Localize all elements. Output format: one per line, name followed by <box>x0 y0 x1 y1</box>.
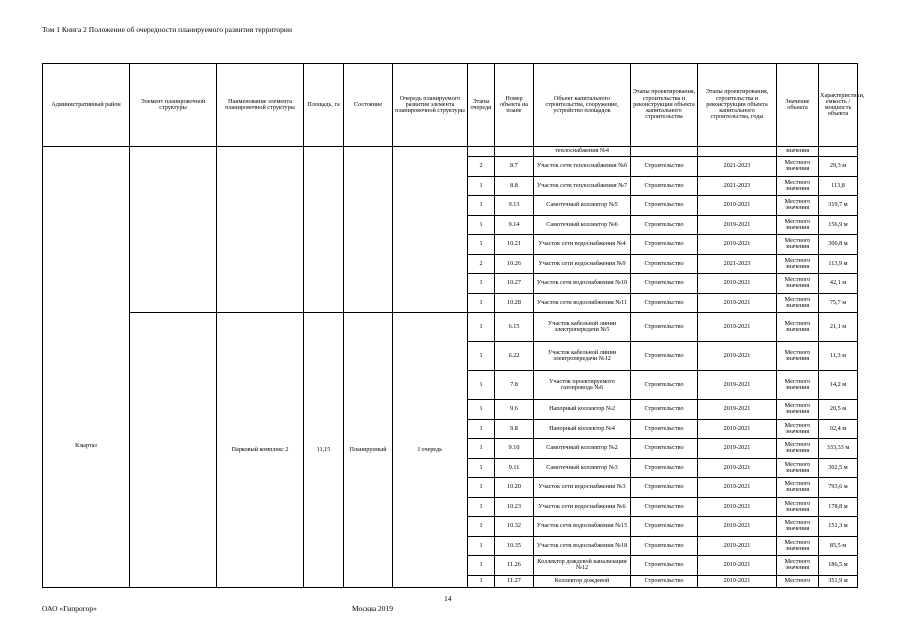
significance-cell: Местного значения <box>777 157 819 177</box>
column-header: Элемент планировочной структуры <box>130 64 217 147</box>
column-header: Этапы очереди <box>468 64 495 147</box>
stage-cell: 1 <box>468 419 495 439</box>
footer-city: Москва 2019 <box>352 604 394 613</box>
capacity-cell: 11,3 м <box>819 342 858 371</box>
significance-cell: Местного значения <box>777 274 819 294</box>
capacity-cell: 113,9 м <box>819 254 858 274</box>
years-cell: 2019-2021 <box>698 313 777 342</box>
object-name-cell: Участок сети теплоснабжения №6 <box>534 157 631 177</box>
phase-cell: Строительство <box>631 400 698 420</box>
capacity-cell: 351,9 м <box>819 575 858 587</box>
stage-cell: 2 <box>468 157 495 177</box>
object-number-cell: 6.15 <box>495 313 534 342</box>
significance-cell: Местного значения <box>777 293 819 313</box>
years-cell: 2021-2023 <box>698 157 777 177</box>
years-cell: 2019-2021 <box>698 371 777 400</box>
significance-cell: Местного значения <box>777 517 819 537</box>
district-cell <box>43 147 130 588</box>
capacity-cell: 85,5 м <box>819 536 858 556</box>
phase-cell: Строительство <box>631 556 698 576</box>
years-cell: 2019-2021 <box>698 575 777 587</box>
significance-cell: Местного значения <box>777 215 819 235</box>
object-number-cell: 9.8 <box>495 419 534 439</box>
phase-cell: Строительство <box>631 371 698 400</box>
object-number-cell: 9.14 <box>495 215 534 235</box>
phase-cell: Строительство <box>631 293 698 313</box>
element-cell <box>130 313 217 588</box>
object-name-cell: Участок сети водоснабжения №6 <box>534 497 631 517</box>
stage-cell: 1 <box>468 497 495 517</box>
object-name-cell: Коллектор дождевой <box>534 575 631 587</box>
stage-cell <box>468 147 495 157</box>
table-row <box>43 147 858 157</box>
phase-cell <box>631 147 698 157</box>
stage-cell: 1 <box>468 235 495 255</box>
object-name-cell: Напорный коллектор №4 <box>534 419 631 439</box>
significance-cell: Местного значения <box>777 342 819 371</box>
phase-cell: Строительство <box>631 235 698 255</box>
column-header: Этапы проектирования, строительства и реконструкции объекта капитального строительства, годы <box>698 64 777 147</box>
object-name-cell: Участок сети водоснабжения №11 <box>534 293 631 313</box>
object-number-cell: 8.7 <box>495 157 534 177</box>
phase-cell: Строительство <box>631 254 698 274</box>
years-cell: 2019-2021 <box>698 478 777 498</box>
stage-cell: 1 <box>468 575 495 587</box>
phase-cell: Строительство <box>631 215 698 235</box>
years-cell: 2019-2021 <box>698 458 777 478</box>
object-name-cell: Участок сети водоснабжения №15 <box>534 517 631 537</box>
years-cell: 2019-2021 <box>698 419 777 439</box>
capacity-cell: 302,5 м <box>819 458 858 478</box>
object-number-cell: 10.21 <box>495 235 534 255</box>
column-header: Площадь, га <box>304 64 344 147</box>
significance-cell: Местного значения <box>777 419 819 439</box>
object-number-cell: 10.35 <box>495 536 534 556</box>
significance-cell: Местного значения <box>777 439 819 459</box>
footer-company: ОАО «Гипрогор» <box>42 604 97 613</box>
years-cell: 2019-2021 <box>698 497 777 517</box>
object-number-cell: 10.23 <box>495 497 534 517</box>
phase-cell: Строительство <box>631 439 698 459</box>
element-cell <box>130 147 217 313</box>
state-cell <box>344 147 393 313</box>
capacity-cell: 113,8 <box>819 176 858 196</box>
capacity-cell: 92,4 м <box>819 419 858 439</box>
object-name-cell: Самотечный коллектор №2 <box>534 439 631 459</box>
capacity-cell: 14,2 м <box>819 371 858 400</box>
years-cell: 2021-2023 <box>698 254 777 274</box>
object-number-cell: 10.28 <box>495 293 534 313</box>
object-name-cell: Коллектор дождевой канализации №12 <box>534 556 631 576</box>
object-name-cell: Участок сети водоснабжения №10 <box>534 274 631 294</box>
object-name-cell: Самотечный коллектор №5 <box>534 196 631 216</box>
years-cell: 2019-2021 <box>698 215 777 235</box>
object-name-cell: Самотечный коллектор №3 <box>534 458 631 478</box>
object-name-cell: Участок кабельной линии электропередачи №5 <box>534 313 631 342</box>
significance-cell: Местного значения <box>777 313 819 342</box>
phase-cell: Строительство <box>631 536 698 556</box>
object-number-cell: 10.27 <box>495 274 534 294</box>
district-label: Кзыртаз <box>75 442 97 449</box>
significance-cell: значения <box>777 147 819 157</box>
stage-cell: 1 <box>468 478 495 498</box>
years-cell: 2019-2021 <box>698 274 777 294</box>
significance-cell: Местного значения <box>777 176 819 196</box>
capacity-cell: 21,1 м <box>819 313 858 342</box>
column-header: Значение объекта <box>777 64 819 147</box>
stage-cell: 1 <box>468 215 495 235</box>
object-number-cell: 10.32 <box>495 517 534 537</box>
capacity-cell: 42,1 м <box>819 274 858 294</box>
significance-cell: Местного значения <box>777 458 819 478</box>
significance-cell: Местного значения <box>777 478 819 498</box>
object-name-cell: Участок сети теплоснабжения №7 <box>534 176 631 196</box>
phase-cell: Строительство <box>631 458 698 478</box>
stage-cell: 1 <box>468 293 495 313</box>
capacity-cell: 156,9 м <box>819 215 858 235</box>
phase-cell: Строительство <box>631 274 698 294</box>
object-number-cell: 8.8 <box>495 176 534 196</box>
object-number-cell <box>495 147 534 157</box>
stage-cell: 2 <box>468 254 495 274</box>
phase-cell: Строительство <box>631 196 698 216</box>
queue-cell: I очередь <box>393 313 468 588</box>
stage-cell: 1 <box>468 517 495 537</box>
column-header: Этапы проектирования, строительства и реконструкции объекта капитального строительства <box>631 64 698 147</box>
table-row <box>43 313 858 342</box>
column-header: Очередь планируемого развития элемента планировочной структуры <box>393 64 468 147</box>
object-number-cell: 10.26 <box>495 254 534 274</box>
years-cell <box>698 147 777 157</box>
object-name-cell: Напорный коллектор №2 <box>534 400 631 420</box>
significance-cell: Местного значения <box>777 556 819 576</box>
capacity-cell <box>819 147 858 157</box>
object-number-cell: 9.11 <box>495 458 534 478</box>
years-cell: 2019-2021 <box>698 439 777 459</box>
years-cell: 2019-2021 <box>698 536 777 556</box>
object-number-cell: 11.27 <box>495 575 534 587</box>
object-name-cell: Участок сети водоснабжения №9 <box>534 254 631 274</box>
years-cell: 2019-2021 <box>698 556 777 576</box>
area-cell: 11,15 <box>304 313 344 588</box>
object-number-cell: 10.20 <box>495 478 534 498</box>
capacity-cell: 75,7 м <box>819 293 858 313</box>
document-header: Том 1 Книга 2 Положение об очередности планируемого развития территории <box>42 25 292 34</box>
years-cell: 2021-2023 <box>698 176 777 196</box>
phase-cell: Строительство <box>631 517 698 537</box>
column-header: Номер объекта на плане <box>495 64 534 147</box>
significance-cell: Местного значения <box>777 371 819 400</box>
object-name-cell: Участок проектируемого газопровода №6 <box>534 371 631 400</box>
years-cell: 2019-2021 <box>698 517 777 537</box>
object-number-cell: 9.13 <box>495 196 534 216</box>
queue-table <box>42 63 865 588</box>
phase-cell: Строительство <box>631 419 698 439</box>
stage-cell: 1 <box>468 342 495 371</box>
table-header <box>43 64 865 147</box>
object-number-cell: 11.26 <box>495 556 534 576</box>
years-cell: 2019-2021 <box>698 235 777 255</box>
object-name-cell: Участок сети водоснабжения №4 <box>534 235 631 255</box>
table-body <box>43 147 858 588</box>
capacity-cell: 29,3 м <box>819 157 858 177</box>
phase-cell: Строительство <box>631 478 698 498</box>
phase-cell: Строительство <box>631 497 698 517</box>
object-name-cell: теплоснабжения №4 <box>534 147 631 157</box>
years-cell: 2019-2021 <box>698 196 777 216</box>
object-number-cell: 7.8 <box>495 371 534 400</box>
column-header: Административный район <box>43 64 130 147</box>
capacity-cell: 793,6 м <box>819 478 858 498</box>
significance-cell: Местного <box>777 575 819 587</box>
capacity-cell: 319,7 м <box>819 196 858 216</box>
phase-cell: Строительство <box>631 157 698 177</box>
significance-cell: Местного значения <box>777 497 819 517</box>
significance-cell: Местного значения <box>777 196 819 216</box>
significance-cell: Местного значения <box>777 536 819 556</box>
stage-cell: 1 <box>468 556 495 576</box>
years-cell: 2019-2021 <box>698 400 777 420</box>
stage-cell: 1 <box>468 176 495 196</box>
stage-cell: 1 <box>468 196 495 216</box>
state-cell: Планируемый <box>344 313 393 588</box>
stage-cell: 1 <box>468 536 495 556</box>
years-cell: 2019-2021 <box>698 342 777 371</box>
column-header: Наименование элемента планировочной структуры <box>217 64 304 147</box>
object-number-cell: 6.22 <box>495 342 534 371</box>
capacity-cell: 306,8 м <box>819 235 858 255</box>
stage-cell: 1 <box>468 439 495 459</box>
object-name-cell: Самотечный коллектор №6 <box>534 215 631 235</box>
area-cell <box>304 147 344 313</box>
object-number-cell: 9.10 <box>495 439 534 459</box>
phase-cell: Строительство <box>631 342 698 371</box>
column-header: Объект капитального строительства, сооружение, устройство площадок <box>534 64 631 147</box>
stage-cell: 1 <box>468 313 495 342</box>
phase-cell: Строительство <box>631 575 698 587</box>
phase-cell: Строительство <box>631 313 698 342</box>
object-name-cell: Участок кабельной линии электропередачи №12 <box>534 342 631 371</box>
stage-cell: 1 <box>468 274 495 294</box>
object-name-cell: Участок сети водоснабжения №3 <box>534 478 631 498</box>
page-number: 14 <box>444 594 452 603</box>
stage-cell: 1 <box>468 458 495 478</box>
significance-cell: Местного значения <box>777 235 819 255</box>
capacity-cell: 20,5 м <box>819 400 858 420</box>
object-name-cell: Участок сети водоснабжения №18 <box>534 536 631 556</box>
years-cell: 2019-2021 <box>698 293 777 313</box>
column-header: Состояние <box>344 64 393 147</box>
object-number-cell: 9.6 <box>495 400 534 420</box>
phase-cell: Строительство <box>631 176 698 196</box>
significance-cell: Местного значения <box>777 400 819 420</box>
column-header: Характеристики, емкость / мощность объекта <box>819 64 858 147</box>
capacity-cell: 186,5 м <box>819 556 858 576</box>
stage-cell: 1 <box>468 400 495 420</box>
name-cell: Парковый комплекс 2 <box>217 313 304 588</box>
queue-cell <box>393 147 468 313</box>
name-cell <box>217 147 304 313</box>
significance-cell: Местного значения <box>777 254 819 274</box>
stage-cell: 1 <box>468 371 495 400</box>
capacity-cell: 151,3 м <box>819 517 858 537</box>
capacity-cell: 178,8 м <box>819 497 858 517</box>
capacity-cell: 333,33 м <box>819 439 858 459</box>
